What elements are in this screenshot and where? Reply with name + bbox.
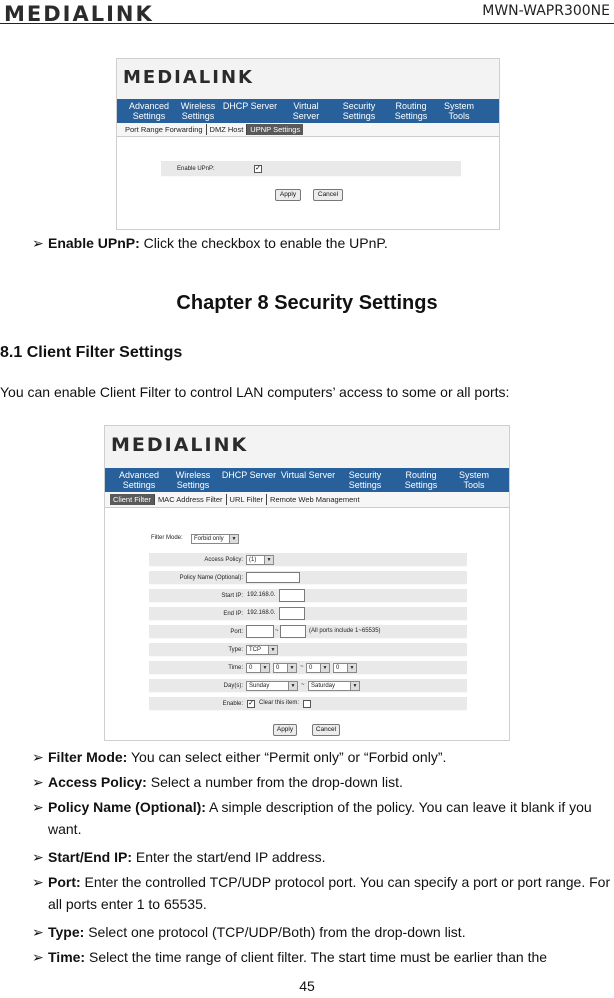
- apply-button[interactable]: Apply: [275, 189, 301, 201]
- cancel-button[interactable]: Cancel: [313, 189, 343, 201]
- clear-item-label: Clear this item:: [259, 700, 300, 706]
- bullet-filter-mode: Filter Mode: You can select either “Permit only” or “Forbid only”.: [48, 749, 447, 765]
- nav-virtual-server[interactable]: Virtual Server: [292, 101, 320, 121]
- nav-virtual-server[interactable]: Virtual Server: [280, 470, 336, 480]
- upnp-settings-screenshot: [116, 58, 500, 230]
- port-end-input[interactable]: [280, 625, 306, 638]
- nav-bar: [117, 99, 499, 123]
- access-policy-select[interactable]: (1) ▼: [246, 555, 274, 565]
- bullet-arrow-icon: ➢: [32, 749, 44, 765]
- time-start-hour-select[interactable]: 0 ▼: [246, 663, 270, 673]
- time-end-hour-select[interactable]: 0 ▼: [306, 663, 330, 673]
- start-ip-prefix: 192.168.0.: [247, 592, 276, 598]
- client-filter-screenshot: [104, 425, 510, 741]
- bullet-access-policy: Access Policy: Select a number from the drop-down list.: [48, 774, 403, 790]
- port-label: Port:: [230, 629, 243, 635]
- nav-routing-settings[interactable]: Routing Settings: [394, 101, 428, 121]
- port-start-input[interactable]: [246, 625, 274, 638]
- chevron-down-icon: ▼: [320, 664, 329, 672]
- model-number: MWN-WAPR300NE: [482, 3, 610, 19]
- chevron-down-icon: ▼: [287, 664, 296, 672]
- nav-dhcp-server[interactable]: DHCP Server: [221, 470, 277, 480]
- bullet-arrow-icon: ➢: [32, 949, 44, 965]
- bullet-start-end-ip: Start/End IP: Enter the start/end IP address.: [48, 849, 326, 865]
- tab-port-range-forwarding[interactable]: Port Range Forwarding: [122, 124, 207, 135]
- nav-system-tools[interactable]: System Tools: [443, 101, 474, 121]
- clear-item-checkbox[interactable]: [303, 700, 311, 708]
- end-ip-input[interactable]: [279, 607, 305, 620]
- enable-checkbox[interactable]: ✓: [248, 700, 254, 707]
- end-ip-prefix: 192.168.0.: [247, 610, 276, 616]
- bullet-arrow-icon: ➢: [32, 874, 44, 890]
- intro-paragraph: You can enable Client Filter to control LAN computers’ access to some or all ports:: [0, 384, 510, 400]
- chevron-down-icon: ▼: [264, 556, 273, 564]
- time-start-minute-select[interactable]: 0 ▼: [273, 663, 297, 673]
- day-from-select[interactable]: Sunday ▼: [246, 681, 298, 691]
- nav-wireless-settings[interactable]: Wireless Settings: [175, 470, 211, 490]
- nav-advanced-settings[interactable]: Advanced Settings: [118, 470, 160, 490]
- bullet-policy-name: Policy Name (Optional): A simple description of the policy. You can leave it blank if you want.: [48, 799, 592, 837]
- bullet-arrow-icon: ➢: [32, 924, 44, 940]
- day-to-select[interactable]: Saturday ▼: [308, 681, 360, 691]
- nav-wireless-settings[interactable]: Wireless Settings: [180, 101, 216, 121]
- section-title: 8.1 Client Filter Settings: [0, 344, 183, 361]
- page-number: 45: [299, 978, 315, 994]
- chevron-down-icon: ▼: [268, 646, 277, 654]
- start-ip-label: Start IP:: [221, 593, 243, 599]
- time-label: Time:: [228, 665, 243, 671]
- nav-dhcp-server[interactable]: DHCP Server: [222, 101, 278, 111]
- port-note: (All ports include 1~65535): [309, 628, 381, 634]
- filter-mode-select[interactable]: Forbid only ▼: [191, 534, 239, 544]
- chapter-title: Chapter 8 Security Settings: [176, 292, 438, 314]
- type-select[interactable]: TCP ▼: [246, 645, 278, 655]
- nav-security-settings[interactable]: Security Settings: [348, 470, 382, 490]
- tab-upnp-settings[interactable]: UPNP Settings: [247, 124, 303, 135]
- tab-url-filter[interactable]: URL Filter: [227, 494, 267, 505]
- day-separator: ~: [301, 682, 305, 688]
- chevron-down-icon: ▼: [260, 664, 269, 672]
- nav-routing-settings[interactable]: Routing Settings: [404, 470, 438, 490]
- nav-advanced-settings[interactable]: Advanced Settings: [128, 101, 170, 121]
- chevron-down-icon: ▼: [229, 535, 238, 543]
- sub-nav: [105, 492, 509, 508]
- chevron-down-icon: ▼: [350, 682, 359, 690]
- filter-mode-label: Filter Mode:: [151, 535, 183, 541]
- policy-name-input[interactable]: [246, 572, 300, 583]
- port-separator: ~: [275, 628, 279, 634]
- tab-dmz-host[interactable]: DMZ Host: [207, 124, 248, 135]
- nav-bar: [105, 468, 509, 492]
- bullet-type: Type: Select one protocol (TCP/UDP/Both) from the drop-down list.: [48, 924, 466, 940]
- time-end-minute-select[interactable]: 0 ▼: [333, 663, 357, 673]
- type-label: Type:: [228, 647, 243, 653]
- nav-security-settings[interactable]: Security Settings: [342, 101, 376, 121]
- time-separator: ~: [300, 664, 304, 670]
- bullet-arrow-icon: ➢: [32, 235, 44, 251]
- page-header: [0, 0, 614, 24]
- start-ip-input[interactable]: [279, 589, 305, 602]
- enable-upnp-checkbox[interactable]: ✓: [255, 165, 261, 172]
- end-ip-label: End IP:: [223, 611, 243, 617]
- chevron-down-icon: ▼: [347, 664, 356, 672]
- chevron-down-icon: ▼: [288, 682, 297, 690]
- screenshot-logo: MEDIALINK: [111, 434, 249, 456]
- cancel-button[interactable]: Cancel: [312, 724, 340, 736]
- tab-mac-address-filter[interactable]: MAC Address Filter: [155, 494, 227, 505]
- bullet-time: Time: Select the time range of client filter. The start time must be earlier than the: [48, 949, 548, 965]
- tab-remote-web-management[interactable]: Remote Web Management: [270, 495, 360, 504]
- bullet-port: Port: Enter the controlled TCP/UDP protocol port. You can specify a port or port range. For all ports enter 1 to 65535.: [48, 874, 611, 912]
- days-label: Day(s):: [223, 683, 243, 689]
- access-policy-label: Access Policy:: [204, 557, 243, 563]
- sub-nav: [117, 123, 499, 137]
- tab-client-filter[interactable]: Client Filter: [110, 494, 155, 505]
- upnp-bullet-text: Enable UPnP: Click the checkbox to enable the UPnP.: [48, 235, 388, 251]
- bullet-arrow-icon: ➢: [32, 799, 44, 815]
- bullet-arrow-icon: ➢: [32, 849, 44, 865]
- medialink-logo: MEDIALINK: [4, 2, 154, 26]
- bullet-arrow-icon: ➢: [32, 774, 44, 790]
- apply-button[interactable]: Apply: [273, 724, 297, 736]
- screenshot-logo: MEDIALINK: [123, 67, 254, 88]
- policy-name-label: Policy Name (Optional):: [179, 575, 243, 581]
- nav-system-tools[interactable]: System Tools: [458, 470, 489, 490]
- enable-upnp-label: Enable UPnP:: [177, 166, 215, 172]
- enable-label: Enable:: [222, 701, 243, 707]
